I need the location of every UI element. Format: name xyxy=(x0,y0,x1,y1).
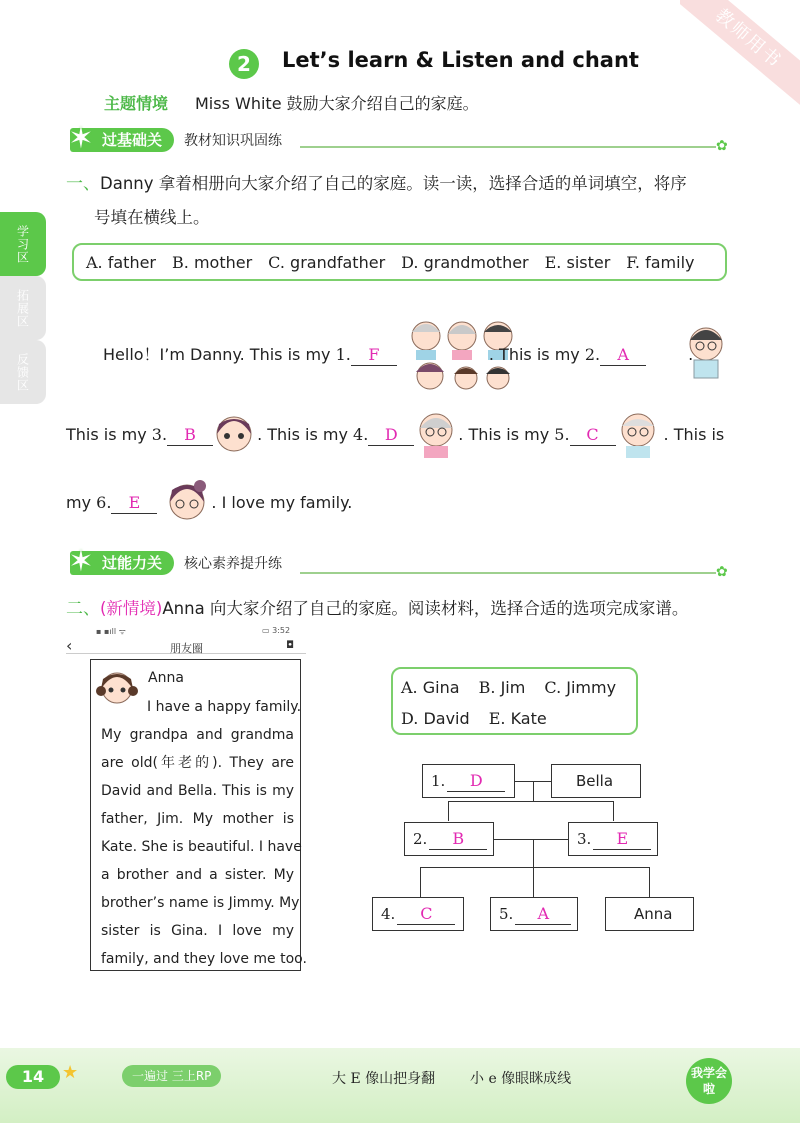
tree-box-3: 3. E xyxy=(568,822,658,856)
lesson-title: Let’s learn & Listen and chant xyxy=(282,48,639,72)
option-f: F. family xyxy=(626,252,695,272)
option-c: C. grandfather xyxy=(268,252,386,272)
tree-answer-4: C xyxy=(397,904,455,925)
section-ability-badge xyxy=(68,544,174,579)
q2-options-row-2: D. David E. Kate xyxy=(401,709,547,728)
section-ability-bar xyxy=(68,544,283,579)
answer-3: B xyxy=(167,425,213,446)
q1-number: 一、 xyxy=(66,174,100,194)
tree-answer-1: D xyxy=(447,771,505,792)
answer-6: E xyxy=(111,493,157,514)
sentence-3: my 6. E . I love my family. xyxy=(66,493,353,512)
q2-tag: (新情境) xyxy=(100,599,163,618)
section-basic-subtitle: 教材知识巩固练 xyxy=(184,133,283,149)
section-basic-bar xyxy=(68,121,283,156)
tab-extend-label: 拓展区 xyxy=(15,288,30,328)
answer-5: C xyxy=(570,425,616,446)
rhyme-2: 小 e 像眼眯成线 xyxy=(470,1071,572,1087)
ribbon-text: 教师用书 xyxy=(680,0,800,110)
post-line-5: father, Jim. My mother is xyxy=(101,811,294,827)
post-line-2: My grandpa and grandma xyxy=(101,727,294,743)
phone-status-left: ▪ ▪ıll ᯤ xyxy=(96,627,126,636)
q1-instruction: Danny 拿着相册向大家介绍了自己的家庭。读一读，选择合适的单词填空，将序 xyxy=(100,174,687,193)
option-d: D. grandmother xyxy=(401,252,529,272)
tree-line xyxy=(533,781,534,801)
answer-2: A xyxy=(600,345,646,366)
post-line-4: David and Bella. This is my xyxy=(101,783,294,799)
tree-line xyxy=(448,801,449,821)
post-author: Anna xyxy=(148,670,184,686)
post-line-7: a brother and a sister. My xyxy=(101,867,294,883)
tab-extend[interactable] xyxy=(0,276,46,340)
tree-box-bella: Bella xyxy=(551,764,641,798)
sentence-2: This is my 3. B . This is my 4. D . This is my 5. C . This is xyxy=(66,425,725,444)
phone-status-right: ▭ 3:52 xyxy=(262,626,291,635)
post-line-10: family, and they love me too. xyxy=(101,951,307,967)
brand-label: 一遍过 三上RP xyxy=(122,1065,221,1087)
learned-badge: 我学会啦 xyxy=(686,1058,732,1104)
q1-text-line1 xyxy=(66,167,687,201)
tree-answer-2: B xyxy=(429,829,487,850)
section-ability-label: 过能力关 xyxy=(102,554,163,572)
lesson-number-badge: 2 xyxy=(229,49,259,79)
section-ability-subtitle: 核心素养提升练 xyxy=(184,556,283,572)
flower-icon: ✿ xyxy=(716,138,728,154)
star-icon: ✶ xyxy=(68,121,94,156)
tab-study-label: 学习区 xyxy=(15,224,30,264)
star-icon: ★ xyxy=(62,1062,79,1083)
star-icon: ✶ xyxy=(68,544,94,579)
phone-header xyxy=(66,636,306,655)
tree-line xyxy=(533,839,534,867)
post-line-6: Kate. She is beautiful. I have xyxy=(101,839,302,855)
q1-options-box xyxy=(72,243,727,281)
tree-box-2: 2. B xyxy=(404,822,494,856)
option-b: B. mother xyxy=(172,252,253,272)
anna-avatar-icon xyxy=(96,665,138,707)
rhyme-1: 大 E 像山把身翻 xyxy=(332,1071,436,1087)
tree-line xyxy=(613,801,614,821)
tree-line xyxy=(494,839,568,840)
option-e: E. sister xyxy=(544,252,611,272)
theme-text: Miss White 鼓励大家介绍自己的家庭。 xyxy=(195,94,479,113)
tree-box-1: 1. D xyxy=(422,764,515,798)
post-line-9: sister is Gina. I love my xyxy=(101,923,294,939)
tab-feedback-label: 反馈区 xyxy=(15,352,30,392)
answer-4: D xyxy=(368,425,414,446)
section-divider xyxy=(300,146,716,148)
camera-icon[interactable]: ◘ xyxy=(286,640,294,651)
corner-ribbon xyxy=(680,0,800,120)
post-line-8: brother’s name is Jimmy. My xyxy=(101,895,300,911)
section-basic-badge xyxy=(68,121,174,156)
q2-instruction: Anna 向大家介绍了自己的家庭。阅读材料，选择合适的选项完成家谱。 xyxy=(162,599,689,618)
phone-title: 朋友圈 xyxy=(170,642,203,655)
tree-box-4: 4. C xyxy=(372,897,464,931)
flower-icon: ✿ xyxy=(716,564,728,580)
option-a: A. father xyxy=(86,252,157,272)
tab-study[interactable] xyxy=(0,212,46,276)
section-basic-label: 过基础关 xyxy=(102,131,163,149)
tree-line xyxy=(420,867,650,868)
q2-options-box xyxy=(391,667,638,735)
tree-line xyxy=(649,867,650,897)
q2-options-row-1: A. Gina B. Jim C. Jimmy xyxy=(401,678,617,697)
back-icon[interactable]: ‹ xyxy=(66,636,73,655)
tree-box-5: 5. A xyxy=(490,897,578,931)
post-line-1: I have a happy family. xyxy=(147,699,302,715)
q2-text xyxy=(66,592,688,626)
theme-label: 主题情境 xyxy=(104,94,169,113)
tree-answer-3: E xyxy=(593,829,651,850)
tree-answer-5: A xyxy=(515,904,571,925)
answer-1: F xyxy=(351,345,397,366)
tree-line xyxy=(448,801,614,802)
tab-feedback[interactable] xyxy=(0,340,46,404)
post-line-3: are old(年老的). They are xyxy=(101,755,294,771)
section-divider xyxy=(300,572,716,574)
page-number: 14 xyxy=(6,1065,60,1089)
q2-number: 二、 xyxy=(66,599,100,619)
tree-line xyxy=(533,867,534,897)
q1-text-line2: 号填在横线上。 xyxy=(94,208,210,227)
tree-line xyxy=(420,867,421,897)
sentence-1: Hello！I’m Danny. This is my 1. F . This is my 2. A . xyxy=(103,345,694,364)
tree-box-anna: Anna xyxy=(605,897,694,931)
